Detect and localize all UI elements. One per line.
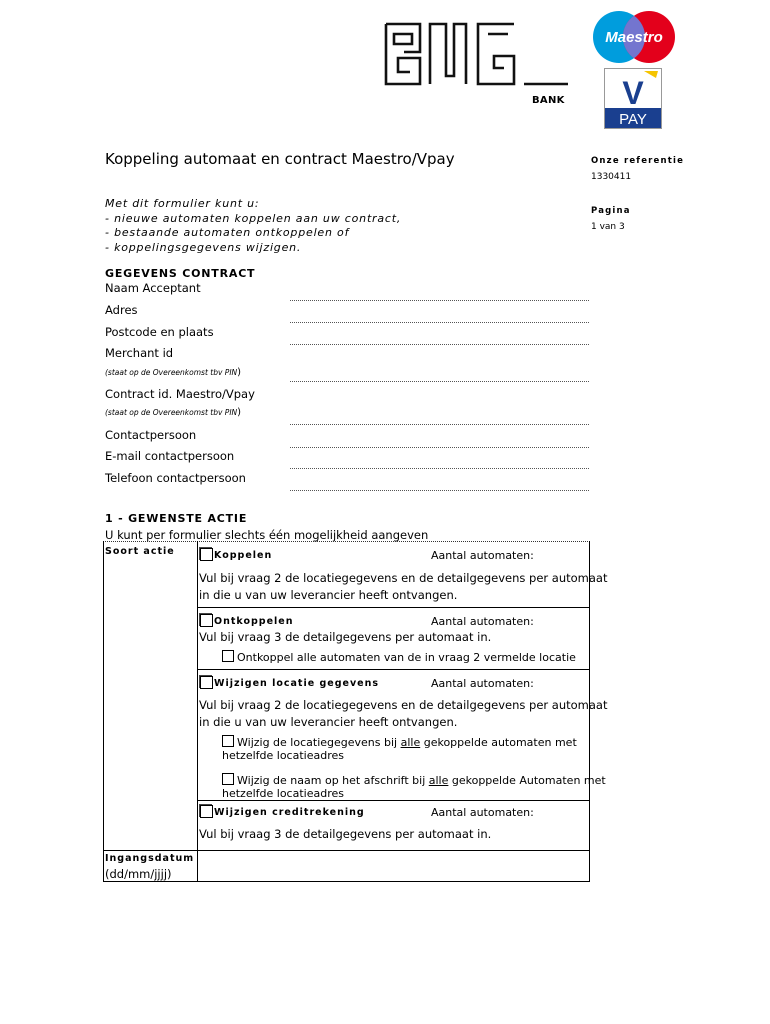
table-column-divider <box>197 541 198 882</box>
ontkoppel-alle-label: Ontkoppel alle automaten van de in vraag 2 vermelde locatie <box>237 651 576 664</box>
telefoon-label: Telefoon contactpersoon <box>105 471 246 485</box>
postcode-field[interactable] <box>290 344 589 345</box>
wijzig-naam-afschrift-checkbox[interactable] <box>222 773 234 785</box>
ontkoppel-alle-checkbox[interactable] <box>222 650 234 662</box>
note-paren: ) <box>237 407 242 418</box>
intro-line: Met dit formulier kunt u: <box>105 197 260 210</box>
contactpersoon-field[interactable] <box>290 447 589 448</box>
label-text: Wijzig de locatiegegevens bij <box>237 736 401 749</box>
page-label: Pagina <box>591 206 631 216</box>
maestro-label: Maestro <box>605 29 663 46</box>
wijzigen-locatie-instruction: Vul bij vraag 2 de locatiegegevens en de detailgegevens per automaat <box>199 698 608 712</box>
koppelen-instruction: Vul bij vraag 2 de locatiegegevens en de detailgegevens per automaat <box>199 571 608 585</box>
intro-line: - bestaande automaten ontkoppelen of <box>105 226 350 239</box>
koppelen-count-label: Aantal automaten: <box>431 549 534 562</box>
label-underline: alle <box>428 774 449 787</box>
ingangsdatum-field[interactable] <box>199 852 587 880</box>
koppelen-checkbox[interactable] <box>200 548 213 561</box>
wijzigen-locatie-title: Wijzigen locatie gegevens <box>214 678 380 689</box>
ontkoppelen-instruction: Vul bij vraag 3 de detailgegevens per automaat in. <box>199 630 492 644</box>
adres-field[interactable] <box>290 322 589 323</box>
wijzig-locatiegegevens-label-line2: hetzelfde locatieadres <box>222 749 344 762</box>
wijzigen-locatie-instruction: in die u van uw leverancier heeft ontvangen. <box>199 715 458 729</box>
ingangsdatum-format: (dd/mm/jjjj) <box>105 867 172 881</box>
label-text: gekoppelde automaten met <box>420 736 577 749</box>
intro-text <box>105 197 401 255</box>
wijzigen-creditrekening-checkbox[interactable] <box>200 805 213 818</box>
row-divider <box>197 800 589 801</box>
email-label: E-mail contactpersoon <box>105 449 235 463</box>
page-title: Koppeling automaat en contract Maestro/Vpay <box>105 150 455 168</box>
soort-actie-label: Soort actie <box>105 546 175 557</box>
contract-note-text: (staat op de Overeenkomst tbv PIN <box>105 408 238 417</box>
wijzigen-creditrekening-title: Wijzigen creditrekening <box>214 807 365 818</box>
intro-line: - koppelingsgegevens wijzigen. <box>105 240 302 254</box>
wijzigen-creditrekening-instruction: Vul bij vraag 3 de detailgegevens per automaat in. <box>199 827 492 841</box>
contract-heading: GEGEVENS CONTRACT <box>105 267 256 280</box>
ontkoppelen-checkbox[interactable] <box>200 614 213 627</box>
actie-subtitle: U kunt per formulier slechts één mogelijkheid aangeven <box>105 528 429 542</box>
table-bottom-border <box>103 881 589 882</box>
label-underline: alle <box>400 736 421 749</box>
ontkoppelen-count-label: Aantal automaten: <box>431 615 534 628</box>
vpay-logo <box>604 68 662 129</box>
ontkoppelen-title: Ontkoppelen <box>214 616 294 627</box>
merchant-id-label: Merchant id <box>105 346 174 360</box>
wijzigen-locatie-checkbox[interactable] <box>200 676 213 689</box>
wijzigen-creditrekening-count-label: Aantal automaten: <box>431 806 534 819</box>
reference-value: 1330411 <box>591 172 632 182</box>
table-left-border <box>103 541 104 882</box>
adres-label: Adres <box>105 303 138 317</box>
merchant-id-note <box>105 367 241 378</box>
row-divider <box>103 850 589 851</box>
koppelen-instruction: in die u van uw leverancier heeft ontvangen. <box>199 588 458 602</box>
table-top-border <box>103 541 590 542</box>
naam-acceptant-field[interactable] <box>290 300 589 301</box>
ingangsdatum-label: Ingangsdatum <box>105 853 195 864</box>
maestro-logo <box>591 9 677 65</box>
koppelen-title: Koppelen <box>214 550 273 561</box>
wijzig-naam-afschrift-label <box>237 774 606 787</box>
contract-id-note <box>105 407 241 418</box>
merchant-id-field[interactable] <box>290 381 589 382</box>
contract-id-field[interactable] <box>290 424 589 425</box>
wijzig-naam-afschrift-label-line2: hetzelfde locatieadres <box>222 787 344 800</box>
label-text: Wijzig de naam op het afschrift bij <box>237 774 429 787</box>
wijzig-locatiegegevens-label <box>237 736 577 749</box>
row-divider <box>197 607 589 608</box>
label-text: gekoppelde Automaten met <box>448 774 606 787</box>
email-field[interactable] <box>290 468 589 469</box>
actie-heading: 1 - GEWENSTE ACTIE <box>105 512 248 525</box>
postcode-label: Postcode en plaats <box>105 325 214 339</box>
reference-label: Onze referentie <box>591 156 685 166</box>
vpay-label: PAY <box>619 111 647 128</box>
row-divider <box>197 669 589 670</box>
page-value: 1 van 3 <box>591 222 625 232</box>
naam-acceptant-label: Naam Acceptant <box>105 281 201 295</box>
vpay-letter: V <box>622 75 644 111</box>
note-paren: ) <box>237 367 242 378</box>
contract-id-label: Contract id. Maestro/Vpay <box>105 387 255 401</box>
wijzig-locatiegegevens-checkbox[interactable] <box>222 735 234 747</box>
bng-bank-logo <box>384 22 570 86</box>
wijzigen-locatie-count-label: Aantal automaten: <box>431 677 534 690</box>
telefoon-field[interactable] <box>290 490 589 491</box>
bank-word: BANK <box>532 95 565 106</box>
contactpersoon-label: Contactpersoon <box>105 428 197 442</box>
merchant-note-text: (staat op de Overeenkomst tbv PIN <box>105 368 238 377</box>
intro-line: - nieuwe automaten koppelen aan uw contract, <box>105 211 402 225</box>
